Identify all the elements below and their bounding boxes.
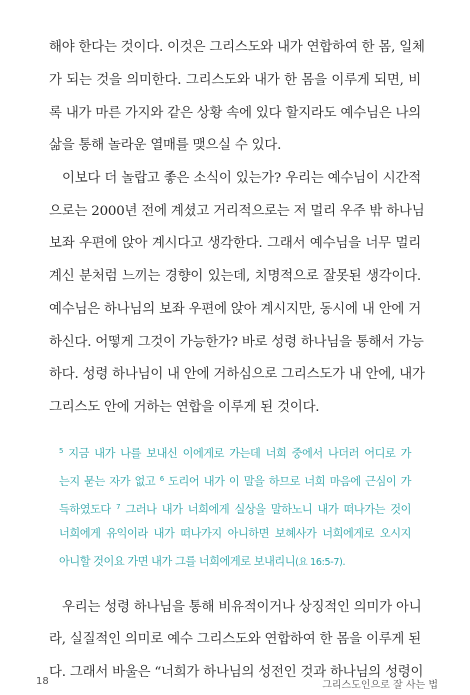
quote-text: 득하였도다 xyxy=(59,503,117,516)
text-line: 하신다. 어떻게 그것이 가능한가? 바로 성령 하나님을 통해서 가능 xyxy=(49,335,424,350)
quote-text: 그러나 내가 너희에게 실상을 말하노니 내가 떠나가는 것이 xyxy=(120,503,411,516)
verse-number: 7 xyxy=(116,503,121,511)
quote-text: 는지 묻는 자가 없고 xyxy=(59,475,160,488)
page-number: 18 xyxy=(36,676,49,687)
quote-line xyxy=(59,553,411,572)
text-line: 으로는 2000년 전에 계셨고 거리적으로는 저 멀리 우주 밖 하나님 xyxy=(49,204,425,219)
text-line: 하다. 성령 하나님이 내 안에 거하심으로 그리스도가 내 안에, 내가 xyxy=(49,367,425,382)
text-line: 이보다 더 놀랍고 좋은 소식이 있는가? 우리는 예수님이 시간적 xyxy=(62,171,421,186)
quote-text: 지금 내가 나를 보내신 이에게로 가는데 너희 중에서 나더러 어디로 가 xyxy=(63,447,411,460)
text-line: 가 되는 것을 의미한다. 그리스도와 내가 한 몸을 이루게 되면, 비 xyxy=(49,73,421,88)
quote-line xyxy=(59,498,411,519)
text-line: 그리스도 안에 거하는 연합을 이루게 된 것이다. xyxy=(49,400,320,415)
scripture-reference: (요 16:5-7). xyxy=(295,557,346,568)
quote-line xyxy=(59,442,411,463)
quote-line: 너희에게 유익이라 내가 떠나가지 아니하면 보혜사가 너희에게로 오시지 xyxy=(59,527,411,540)
text-line: 다. 그래서 바울은 “너희가 하나님의 성전인 것과 하나님의 성령이 xyxy=(49,665,424,680)
text-line: 우리는 성령 하나님을 통해 비유적이거나 상징적인 의미가 아니 xyxy=(62,600,422,615)
text-line: 계신 분처럼 느끼는 경향이 있는데, 치명적으로 잘못된 생각이다. xyxy=(49,269,421,284)
quote-text: 아니할 것이요 가면 내가 그를 너희에게로 보내리니 xyxy=(59,555,296,568)
book-title: 그리스도인으로 잘 사는 법 xyxy=(322,680,438,691)
text-line: 록 내가 마른 가지와 같은 상황 속에 있다 할지라도 예수님은 나의 xyxy=(49,106,421,121)
quote-text: 도리어 내가 이 말을 하므로 너희 마음에 근심이 가 xyxy=(163,475,411,488)
verse-number: 5 xyxy=(59,447,64,455)
text-line: 삶을 통해 놀라운 열매를 맺으실 수 있다. xyxy=(49,138,282,153)
text-line: 해야 한다는 것이다. 이것은 그리스도와 내가 연합하여 한 몸, 일체 xyxy=(49,40,425,55)
quote-line xyxy=(59,470,411,491)
text-line: 라, 실질적인 의미로 예수 그리스도와 연합하여 한 몸을 이루게 된 xyxy=(49,632,421,647)
text-line: 보좌 우편에 앉아 계시다고 생각한다. 그래서 예수님을 너무 멀리 xyxy=(49,236,421,251)
verse-number: 6 xyxy=(159,475,164,483)
text-line: 예수님은 하나님의 보좌 우편에 앉아 계시지만, 동시에 내 안에 거 xyxy=(49,302,421,317)
